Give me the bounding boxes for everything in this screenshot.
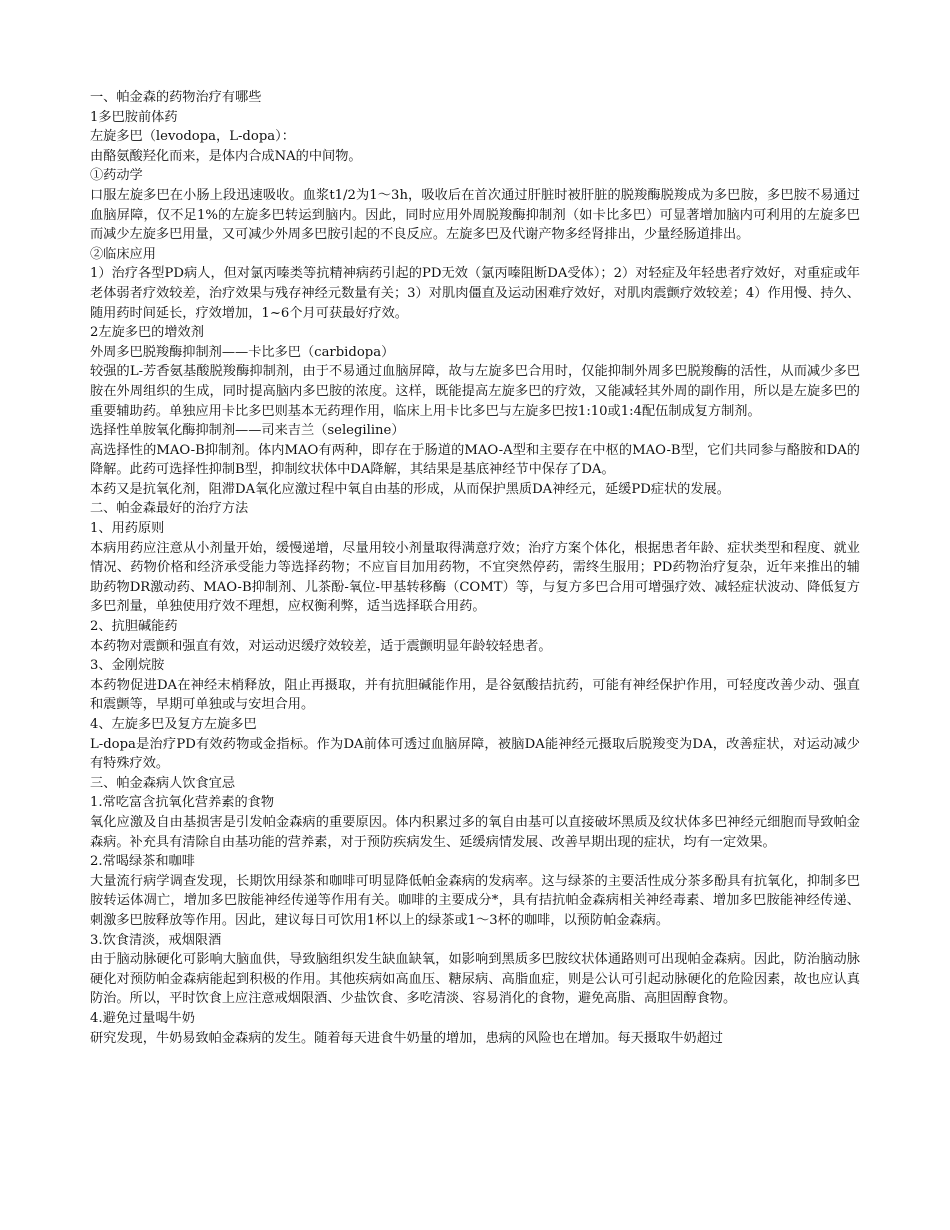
paragraph-carbidopa: 较强的L-芳香氨基酸脱羧酶抑制剂，由于不易通过血脑屏障，故与左旋多巴合用时，仅能抑制外周多巴脱羧酶的活性，从而减少多巴胺在外周组织的生成，同时提高脑内多巴胺的浓度。这样，既能提高左旋多巴的疗效，又能减轻其外周的副作用，所以是左旋多巴的重要辅助药。单独应用卡比多巴则基本无药理作用，临床上用卡比多巴与左旋多巴按1:10或1:4配伍制成复方制剂。 xyxy=(90,364,860,419)
paragraph-selegiline: 高选择性的MAO-B抑制剂。体内MAO有两种，即存在于肠道的MAO-A型和主要存在中枢的MAO-B型，它们共同参与酪胺和DA的降解。此药可选择性抑制B型，抑制纹状体中DA降解，其结果是基底神经节中保存了DA。 xyxy=(90,442,860,478)
subheading-amantadine: 3、金刚烷胺 xyxy=(90,658,165,674)
subheading-anticholinergics: 2、抗胆碱能药 xyxy=(90,619,178,635)
subheading-antioxidant-foods: 1.常吃富含抗氧化营养素的食物 xyxy=(90,795,275,811)
subheading-milk: 4.避免过量喝牛奶 xyxy=(90,1010,195,1026)
paragraph-antioxidant-foods: 氧化应激及自由基损害是引发帕金森病的重要原因。体内积累过多的氧自由基可以直接破坏黑质及纹状体多巴神经元细胞而导致帕金森病。补充具有清除自由基功能的营养素，对于预防疾病发生、延缓病情发展、改善早期出现的症状，均有一定效果。 xyxy=(90,814,860,850)
paragraph-light-diet: 由于脑动脉硬化可影响大脑血供，导致脑组织发生缺血缺氧，如影响到黑质多巴胺纹状体通路则可出现帕金森病。因此，防治脑动脉硬化对预防帕金森病能起到积极的作用。其他疾病如高血压、糖尿病、高脂血症，则是公认可引起动脉硬化的危险因素，故也应认真防治。所以，平时饮食上应注意戒烟限酒、少盐饮食、多吃清淡、容易消化的食物，避免高脂、高胆固醇食物。 xyxy=(90,952,860,1007)
subheading-levodopa: 左旋多巴（levodopa，L-dopa）： xyxy=(90,129,295,145)
section-heading-diet: 三、帕金森病人饮食宜忌 xyxy=(90,775,236,791)
paragraph-antioxidant: 本药又是抗氧化剂，阻滞DA氧化应激过程中氧自由基的形成，从而保护黑质DA神经元，延缓PD症状的发展。 xyxy=(90,481,730,497)
paragraph-anticholinergics: 本药物对震颤和强直有效，对运动迟缓疗效较差，适于震颤明显年龄较轻患者。 xyxy=(90,638,552,654)
paragraph-milk: 研究发现，牛奶易致帕金森病的发生。随着每天进食牛奶量的增加，患病的风险也在增加。每天摄取牛奶超过 xyxy=(90,1030,723,1046)
subheading-pharmacokinetics: ①药动学 xyxy=(90,168,143,184)
section-heading-drug-therapy: 一、帕金森的药物治疗有哪些 xyxy=(90,90,262,105)
document-body xyxy=(90,88,860,1048)
paragraph-medication-principles: 本病用药应注意从小剂量开始，缓慢递增，尽量用较小剂量取得满意疗效；治疗方案个体化，根据患者年龄、症状类型和程度、就业情况、药物价格和经济承受能力等选择药物；不应盲目加用药物，不宜突然停药，需终生服用；PD药物治疗复杂，近年来推出的辅助药物DR激动药、MAO-B抑制剂、儿茶酚-氧位-甲基转移酶（COMT）等，与复方多巴合用可增强疗效、减轻症状波动、降低复方多巴剂量，单独使用疗效不理想，应权衡利弊，适当选择联合用药。 xyxy=(90,540,860,615)
subheading-compound-levodopa: 4、左旋多巴及复方左旋多巴 xyxy=(90,717,257,732)
subheading-clinical-use: ②临床应用 xyxy=(90,246,156,262)
paragraph-clinical-use: 1）治疗各型PD病人，但对氯丙嗪类等抗精神病药引起的PD无效（氯丙嗪阻断DA受体）；2）对轻症及年轻患者疗效好，对重症或年老体弱者疗效较差，治疗效果与残存神经元数量有关；3）对肌肉僵直及运动困难疗效好，对肌肉震颤疗效较差；4）作用慢、持久、随用药时间延长，疗效增加，1~6个月可获最好疗效。 xyxy=(90,266,860,321)
paragraph-amantadine: 本药物促进DA在神经末梢释放，阻止再摄取，并有抗胆碱能作用，是谷氨酸拮抗药，可能有神经保护作用，可轻度改善少动、强直和震颤等，早期可单独或与安坦合用。 xyxy=(90,677,860,713)
paragraph-tea-coffee: 大量流行病学调查发现，长期饮用绿茶和咖啡可明显降低帕金森病的发病率。这与绿茶的主要活性成分茶多酚具有抗氧化，抑制多巴胺转运体凋亡，增加多巴胺能神经传递等作用有关。咖啡的主要成分*，具有拮抗帕金森病相关神经毒素、增加多巴胺能神经传递、刺激多巴胺释放等作用。因此，建议每日可饮用1杯以上的绿茶或1～3杯的咖啡，以预防帕金森病。 xyxy=(90,873,860,928)
subheading-selegiline: 选择性单胺氧化酶抑制剂——司来吉兰（selegiline） xyxy=(90,423,405,439)
subheading-medication-principles: 1、用药原则 xyxy=(90,521,165,537)
subheading-synergists: 2左旋多巴的增效剂 xyxy=(90,325,204,341)
subheading-dopamine-precursor: 1多巴胺前体药 xyxy=(90,109,178,125)
paragraph-compound-levodopa: L-dopa是治疗PD有效药物或金指标。作为DA前体可透过血脑屏障，被脑DA能神经元摄取后脱羧变为DA，改善症状，对运动减少有特殊疗效。 xyxy=(90,736,860,772)
subheading-tea-coffee: 2.常喝绿茶和咖啡 xyxy=(90,854,195,870)
subheading-light-diet: 3.饮食清淡，戒烟限酒 xyxy=(90,932,222,948)
section-heading-best-treatment: 二、帕金森最好的治疗方法 xyxy=(90,501,249,517)
paragraph-pharmacokinetics: 口服左旋多巴在小肠上段迅速吸收。血浆t1/2为1～3h，吸收后在首次通过肝脏时被肝脏的脱羧酶脱羧成为多巴胺，多巴胺不易通过血脑屏障，仅不足1%的左旋多巴转运到脑内。因此，同时应用外周脱羧酶抑制剂（如卡比多巴）可显著增加脑内可利用的左旋多巴而减少左旋多巴用量，又可减少外周多巴胺引起的不良反应。左旋多巴及代谢产物多经肾排出，少量经肠道排出。 xyxy=(90,187,860,243)
paragraph-levodopa-origin: 由酪氨酸羟化而来，是体内合成NA的中间物。 xyxy=(90,148,362,164)
subheading-carbidopa: 外周多巴脱羧酶抑制剂——卡比多巴（carbidopa） xyxy=(90,344,395,360)
